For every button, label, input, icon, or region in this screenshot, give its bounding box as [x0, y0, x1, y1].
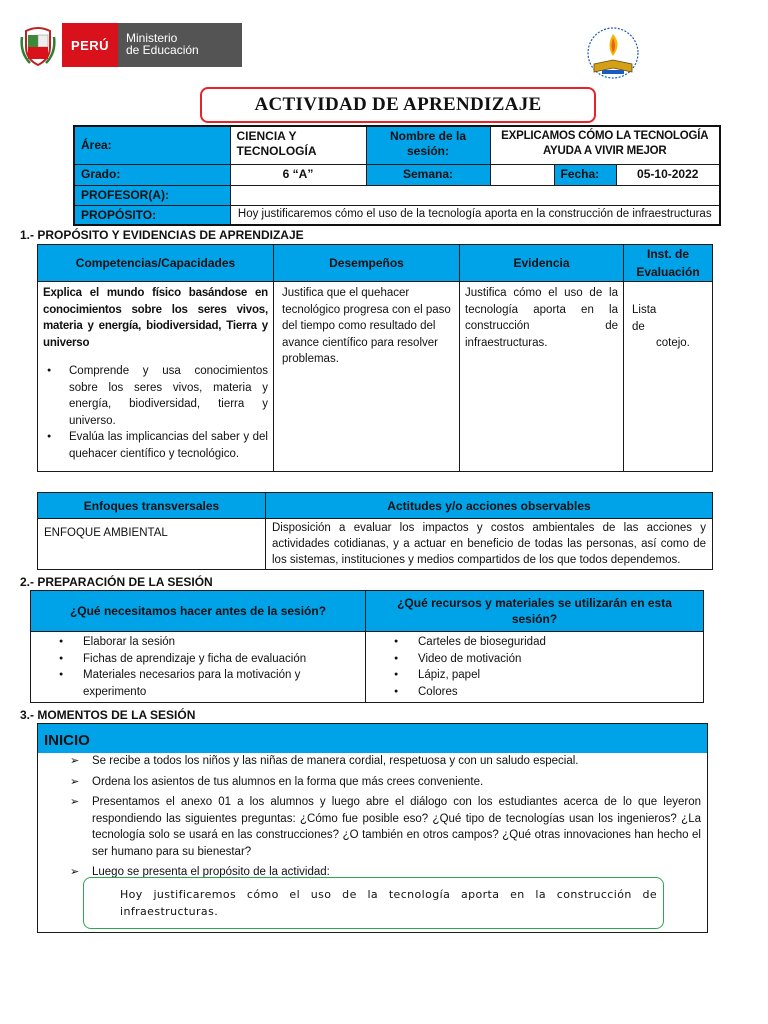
header-enfoques: Enfoques transversales: [38, 493, 266, 519]
actitud-cell: Disposición a evaluar los impactos y costos ambientales de las acciones y actividades cotidianas, y a actuar en beneficio de todas las personas, así como de los sistemas, instituciones y medios compartidos de los que todos dependemos.: [266, 519, 713, 570]
inicio-header: INICIO: [38, 724, 707, 753]
header-recursos-line-1: ¿Qué recursos y materiales se utilizarán en esta: [397, 596, 672, 610]
competencia-cell: [38, 282, 274, 472]
session-name-label: [366, 126, 490, 164]
header-competencias: Competencias/Capacidades: [38, 245, 274, 282]
list-item: ● Elaborar la sesión: [37, 634, 359, 651]
enfoque-cell: ENFOQUE AMBIENTAL: [38, 519, 266, 570]
list-item: ● Colores: [372, 684, 697, 701]
momentos-box: [37, 723, 708, 933]
preparacion-table: [30, 590, 704, 703]
instrumento-line-1: Lista de: [632, 304, 657, 333]
grade-value: 6 “A”: [230, 164, 366, 185]
peru-coat-of-arms-icon: [20, 23, 56, 67]
ministry-label: [118, 23, 242, 67]
desempeno-cell: Justifica que el quehacer tecnológico progresa con el paso del tiempo como resultado del avance científico para resolver problemas.: [274, 282, 460, 472]
week-label: Semana:: [366, 164, 490, 185]
session-name-value: [490, 126, 720, 164]
antes-list: [37, 634, 359, 700]
minedu-logo: [20, 22, 242, 68]
area-value: [230, 126, 366, 164]
ministry-line-2: de Educación: [126, 43, 199, 57]
list-item: ● Comprende y usa conocimientos sobre los seres vivos, materia y energía, biodiversidad, tierra y universo.: [43, 363, 268, 429]
session-name-line-1: EXPLICAMOS CÓMO LA TECNOLOGÍA: [501, 130, 709, 142]
area-value-line-1: CIENCIA Y: [236, 129, 297, 143]
section-3-heading: 3.- MOMENTOS DE LA SESIÓN: [20, 708, 196, 722]
inicio-steps: [38, 753, 707, 881]
instrumento-line-1-wrap: [632, 302, 704, 335]
list-item: ● Video de motivación: [372, 651, 697, 668]
purpose-label: PROPÓSITO:: [74, 205, 230, 225]
header-antes: ¿Qué necesitamos hacer antes de la sesión?: [31, 591, 366, 632]
area-value-line-2: TECNOLOGÍA: [236, 144, 317, 158]
instrumento-cell: [624, 282, 713, 472]
session-name-label-line-1: Nombre de la: [389, 129, 467, 143]
teacher-value: [230, 185, 720, 205]
list-item: ● Materiales necesarios para la motivación y experimento: [37, 667, 359, 700]
recursos-cell: [366, 632, 704, 703]
teacher-label: PROFESOR(A):: [74, 185, 230, 205]
list-item: ● Carteles de bioseguridad: [372, 634, 697, 651]
session-info-table: [73, 125, 721, 226]
capacidades-list: [43, 363, 268, 462]
section-1-heading: 1.- PROPÓSITO Y EVIDENCIAS DE APRENDIZAJE: [20, 228, 304, 242]
header-desempenos: Desempeños: [274, 245, 460, 282]
header-inst-line-1: Inst. de: [646, 247, 689, 261]
list-item: ➢ Luego se presenta el propósito de la actividad:: [38, 864, 701, 881]
header-inst-line-2: Evaluación: [636, 265, 700, 279]
evidencia-cell: Justifica cómo el uso de la tecnología aporta en la construcción de infraestructuras.: [460, 282, 624, 472]
area-label: Área:: [74, 126, 230, 164]
school-emblem-icon: [580, 26, 646, 86]
ministry-line-1: Ministerio: [126, 31, 178, 45]
header-evidencia: Evidencia: [460, 245, 624, 282]
recursos-list: [372, 634, 697, 700]
competencia-title: Explica el mundo físico basándose en conocimientos sobre los seres vivos, materia y energía, biodiversidad, Tierra y universo: [43, 287, 268, 349]
section-2-heading: 2.- PREPARACIÓN DE LA SESIÓN: [20, 575, 213, 589]
header-actitudes: Actitudes y/o acciones observables: [266, 493, 713, 519]
purpose-callout: Hoy justificaremos cómo el uso de la tecnología aporta en la construcción de infraestructuras.: [83, 877, 664, 929]
header-instrumento: [624, 245, 713, 282]
session-name-line-2: AYUDA A VIVIR MEJOR: [542, 145, 667, 157]
peru-label: PERÚ: [62, 23, 118, 67]
competencias-table: [37, 244, 713, 472]
list-item: ➢ Ordena los asientos de tus alumnos en la forma que más crees conveniente.: [38, 774, 701, 791]
session-name-label-line-2: sesión:: [406, 144, 449, 158]
grade-label: Grado:: [74, 164, 230, 185]
list-item: ● Fichas de aprendizaje y ficha de evaluación: [37, 651, 359, 668]
list-item: ➢ Presentamos el anexo 01 a los alumnos y luego abre el diálogo con los estudiantes acerca de lo que leyeron respondiendo las siguientes preguntas: ¿Cómo fue posible eso? ¿Qué tipo de tecnologías usan los ingenieros? ¿La tecnología solo se usará en las construcciones? ¿O también en otros campos? ¿Qué otras innovaciones han hecho el ser humano para su bienestar?: [38, 794, 701, 860]
week-value: [490, 164, 554, 185]
instrumento-line-2: cotejo.: [656, 337, 690, 349]
enfoques-table: [37, 492, 713, 570]
list-item: ➢ Se recibe a todos los niños y las niñas de manera cordial, respetuosa y con un saludo especial.: [38, 753, 701, 770]
antes-cell: [31, 632, 366, 703]
page-title: ACTIVIDAD DE APRENDIZAJE: [200, 87, 596, 123]
date-value: 05-10-2022: [616, 164, 720, 185]
list-item: ● Evalúa las implicancias del saber y del quehacer científico y tecnológico.: [43, 429, 268, 462]
header-recursos-line-2: sesión?: [511, 612, 558, 626]
list-item: ● Lápiz, papel: [372, 667, 697, 684]
date-label: Fecha:: [554, 164, 616, 185]
header-recursos: [366, 591, 704, 632]
purpose-value: Hoy justificaremos cómo el uso de la tecnología aporta en la construcción de infraestructuras: [230, 205, 720, 225]
